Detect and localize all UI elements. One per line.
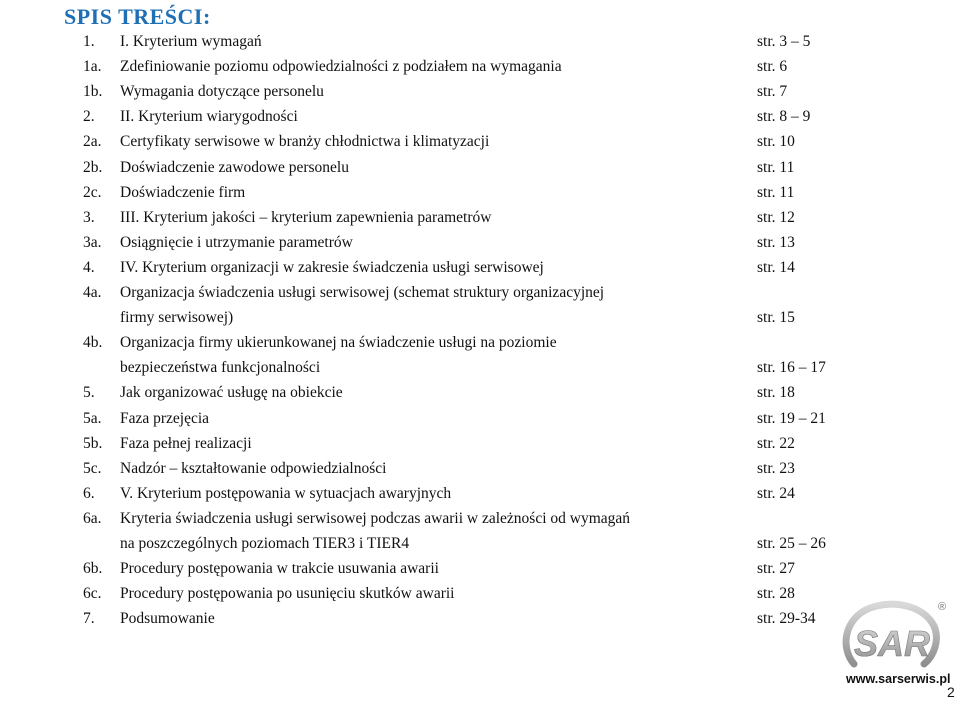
toc-entry-title: Faza pełnej realizacji <box>120 434 252 452</box>
toc-entry-number: 4. <box>83 258 95 276</box>
toc-entry-page: str. 15 <box>757 309 795 327</box>
toc-entry-number: 3a. <box>83 233 102 251</box>
toc-entry-number: 6b. <box>83 560 103 578</box>
registered-mark: ® <box>938 601 947 613</box>
toc-entry-page: str. 22 <box>757 434 795 452</box>
page-title: SPIS TREŚCI: <box>64 4 211 29</box>
toc-entry[interactable] <box>0 155 960 180</box>
toc-entry-title: Podsumowanie <box>120 610 215 628</box>
toc-entry-title: Kryteria świadczenia usługi serwisowej podczas awarii w zależności od wymagań <box>120 509 631 527</box>
toc-entry-title: Osiągnięcie i utrzymanie parametrów <box>120 233 353 251</box>
toc-entry-title: Procedury postępowania w trakcie usuwania awarii <box>120 560 439 578</box>
website-url[interactable]: www.sarserwis.pl <box>846 672 951 686</box>
toc-entry-title: bezpieczeństwa funkcjonalności <box>120 359 321 377</box>
toc-entry[interactable] <box>0 581 960 606</box>
toc-entry-number: 3. <box>83 208 95 226</box>
toc-entry-title: Certyfikaty serwisowe w branży chłodnictwa i klimatyzacji <box>120 133 490 151</box>
toc-entry[interactable] <box>0 104 960 129</box>
toc-entry-page: str. 6 <box>757 58 788 76</box>
toc-entry[interactable] <box>0 531 960 556</box>
toc-entry-title: Organizacja firmy ukierunkowanej na świadczenie usługi na poziomie <box>120 334 557 352</box>
toc-entry[interactable] <box>0 481 960 506</box>
toc-entry[interactable] <box>0 180 960 205</box>
toc-entry-number: 5. <box>83 384 95 402</box>
toc-entry[interactable] <box>0 280 960 305</box>
toc-entry-number: 1b. <box>83 83 103 101</box>
toc-entry-number: 1a. <box>83 58 102 76</box>
toc-entry-page: str. 16 – 17 <box>757 359 826 377</box>
toc-entry-title: Procedury postępowania po usunięciu skutków awarii <box>120 585 455 603</box>
toc-entry-page: str. 7 <box>757 83 788 101</box>
toc-entry-title: Faza przejęcia <box>120 409 210 427</box>
toc-entry-number: 5a. <box>83 409 102 427</box>
toc-entry[interactable] <box>0 456 960 481</box>
toc-entry[interactable] <box>0 506 960 531</box>
toc-entry-page: str. 27 <box>757 560 795 578</box>
toc-entry[interactable] <box>0 380 960 405</box>
toc-entry-page: str. 24 <box>757 484 795 502</box>
toc-entry-title: II. Kryterium wiarygodności <box>120 108 298 126</box>
toc-entry-number: 7. <box>83 610 95 628</box>
toc-entry-number: 6. <box>83 484 95 502</box>
logo-text: SAR <box>853 623 931 664</box>
toc-entry[interactable] <box>0 305 960 330</box>
toc-entry-page: str. 13 <box>757 233 795 251</box>
toc-entry-page: str. 3 – 5 <box>757 33 811 50</box>
toc-entry-number: 1. <box>83 33 95 50</box>
toc-entry[interactable] <box>0 129 960 154</box>
toc-entry-page: str. 18 <box>757 384 795 402</box>
toc-entry-page: str. 8 – 9 <box>757 108 811 126</box>
toc-entry-page: str. 23 <box>757 459 795 477</box>
toc-entry[interactable] <box>0 255 960 280</box>
toc-entry[interactable] <box>0 230 960 255</box>
toc-entry[interactable] <box>0 355 960 380</box>
toc-entry-number: 2b. <box>83 158 103 176</box>
toc-entry-title: Jak organizować usługę na obiekcie <box>120 384 343 402</box>
toc-entry-page: str. 11 <box>757 158 795 176</box>
toc-entry-title: V. Kryterium postępowania w sytuacjach awaryjnych <box>120 484 452 502</box>
toc-entry-page: str. 19 – 21 <box>757 409 826 427</box>
toc-entry-number: 4b. <box>83 334 103 352</box>
toc-entry-number: 5c. <box>83 459 102 477</box>
toc-entry[interactable] <box>0 54 960 79</box>
toc-entry-title: Doświadczenie zawodowe personelu <box>120 158 349 176</box>
toc-entry-number: 6c. <box>83 585 102 603</box>
toc-entry-page: str. 12 <box>757 208 795 226</box>
slide-number: 2 <box>947 684 955 700</box>
toc-entry-page: str. 29-34 <box>757 610 816 628</box>
toc-entry-number: 4a. <box>83 284 102 301</box>
toc-entry-page: str. 14 <box>757 258 795 276</box>
toc-entry-title: III. Kryterium jakości – kryterium zapewnienia parametrów <box>120 208 492 226</box>
toc-entry[interactable] <box>0 431 960 456</box>
toc-entry[interactable] <box>0 29 960 54</box>
toc-entry[interactable] <box>0 330 960 355</box>
toc-entry[interactable] <box>0 556 960 581</box>
toc-entry-title: na poszczególnych poziomach TIER3 i TIER4 <box>120 535 410 552</box>
toc-entry-title: I. Kryterium wymagań <box>120 33 262 50</box>
toc-entry[interactable] <box>0 205 960 230</box>
toc-entry-page: str. 25 – 26 <box>757 535 826 552</box>
toc-entry-number: 2c. <box>83 183 102 201</box>
toc-entry-title: Organizacja świadczenia usługi serwisowej (schemat struktury organizacyjnej <box>120 284 605 301</box>
toc-entry-page: str. 10 <box>757 133 795 151</box>
toc-entry-number: 6a. <box>83 509 102 527</box>
toc-entry[interactable] <box>0 406 960 431</box>
toc-entry-title: firmy serwisowej) <box>120 309 234 327</box>
toc-entry-title: Wymagania dotyczące personelu <box>120 83 324 101</box>
toc-entry[interactable] <box>0 79 960 104</box>
toc-entry-title: Doświadczenie firm <box>120 183 246 201</box>
toc-entry-title: IV. Kryterium organizacji w zakresie świadczenia usługi serwisowej <box>120 258 544 276</box>
toc-entry[interactable] <box>0 606 960 631</box>
toc-entry-title: Nadzór – kształtowanie odpowiedzialności <box>120 459 387 477</box>
toc-entry-number: 5b. <box>83 434 103 452</box>
toc-entry-page: str. 11 <box>757 183 795 201</box>
toc-entry-title: Zdefiniowanie poziomu odpowiedzialności z podziałem na wymagania <box>120 58 562 76</box>
toc-entry-number: 2. <box>83 108 95 126</box>
toc-entry-number: 2a. <box>83 133 102 151</box>
toc-entry-page: str. 28 <box>757 585 795 603</box>
